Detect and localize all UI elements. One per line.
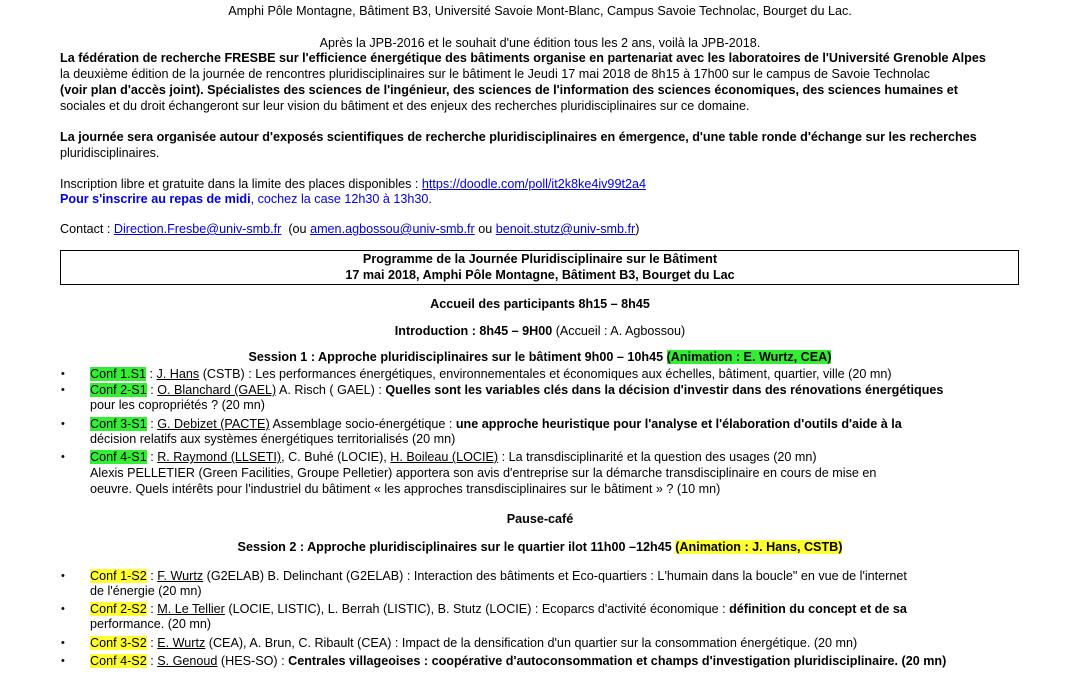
conf-sep: : bbox=[146, 602, 158, 616]
session2-conf2 bbox=[90, 602, 907, 617]
conf-title: Centrales villageoises : coopérative d'autoconsommation et champs d'investigation pluridisciplinaire. (20 mn) bbox=[288, 654, 947, 668]
session1-conf2-line2: pour les copropriétés ? (20 mn) bbox=[90, 398, 265, 412]
conf-tag: Conf 1.S1 bbox=[90, 367, 147, 381]
conf-speaker: G. Debizet (PACTE) bbox=[157, 417, 270, 431]
intro-p2-line-2: pluridisciplinaires. bbox=[60, 146, 160, 160]
introduction-time: Introduction : 8h45 – 9H00 bbox=[394, 324, 553, 338]
conf-text: Assemblage socio-énergétique : bbox=[269, 417, 456, 431]
bullet-icon: • bbox=[61, 451, 65, 463]
conf-sep: : bbox=[146, 417, 158, 431]
bullet-icon: • bbox=[61, 655, 65, 667]
intro-line-1: Après la JPB-2016 et le souhait d'une édition tous les 2 ans, voilà la JPB-2018. bbox=[319, 36, 761, 50]
programme-subtitle: 17 mai 2018, Amphi Pôle Montagne, Bâtiment B3, Bourget du Lac bbox=[345, 268, 735, 282]
conf-tag: Conf 3-S1 bbox=[90, 417, 147, 431]
conf-text: (LOCIE, LISTIC), L. Berrah (LISTIC), B. Stutz (LOCIE) : Ecoparcs d'activité économique : bbox=[224, 602, 730, 616]
conf-speaker: M. Le Tellier bbox=[157, 602, 225, 616]
bullet-icon: • bbox=[61, 368, 65, 380]
conf-title: définition du concept et de sa bbox=[729, 602, 907, 616]
welcome-line: Accueil des participants 8h15 – 8h45 bbox=[430, 297, 650, 311]
session2-conf2-line2: performance. (20 mn) bbox=[90, 617, 212, 631]
contact-email-direction[interactable]: Direction.Fresbe@univ-smb.fr bbox=[113, 222, 282, 236]
session2-conf4 bbox=[90, 654, 946, 669]
session2-title-text: Session 2 : Approche pluridisciplinaires sur le quartier ilot 11h00 –12h45 bbox=[237, 540, 676, 554]
doodle-link[interactable]: https://doodle.com/poll/it2k8ke4iv99t2a4 bbox=[421, 177, 646, 191]
session1-conf3-line2: décision relatifs aux systèmes énergétiques territorialisés (20 mn) bbox=[90, 432, 456, 446]
intro-line-3: la deuxième édition de la journée de rencontres pluridisciplinaires sur le bâtiment le Jeudi 17 mai 2018 de 8h15 à 17h00 sur le campus de Savoie Technolac bbox=[60, 67, 930, 81]
conf-title: Quelles sont les variables clés dans la décision d'investir dans des rénovations énergétiques bbox=[385, 383, 944, 397]
conf-speaker: O. Blanchard (GAEL) bbox=[157, 383, 277, 397]
conf-sep: : bbox=[146, 636, 158, 650]
conf-speaker: F. Wurtz bbox=[157, 569, 204, 583]
conf-tag: Conf 4-S1 bbox=[90, 450, 147, 464]
conf-sep: : bbox=[146, 367, 157, 381]
introduction-line bbox=[0, 324, 1080, 339]
lunch-rest: , cochez la case 12h30 à 13h30. bbox=[250, 192, 432, 206]
session2-conf1-line2: de l'énergie (20 mn) bbox=[90, 584, 202, 598]
session1-conf4-line2: Alexis PELLETIER (Green Facilities, Groupe Pelletier) apportera son avis d'entreprise sur la démarche transdisciplinaire en cours de mise en bbox=[90, 466, 877, 480]
contact-email-stutz[interactable]: benoit.stutz@univ-smb.fr bbox=[495, 222, 636, 236]
conf-text: : La transdisciplinarité et la question des usages (20 mn) bbox=[498, 450, 817, 464]
bullet-icon: • bbox=[61, 570, 65, 582]
lunch-bold: Pour s'inscrire au repas de midi bbox=[60, 192, 251, 206]
coffee-break: Pause-café bbox=[506, 512, 574, 526]
conf-speaker: J. Hans bbox=[156, 367, 200, 381]
contact-sep-2: ou bbox=[478, 222, 493, 236]
introduction-host: (Accueil : A. Agbossou) bbox=[552, 324, 686, 338]
venue-line: Amphi Pôle Montagne, Bâtiment B3, Université Savoie Mont-Blanc, Campus Savoie Technolac, Bourget du Lac. bbox=[228, 4, 852, 18]
bullet-icon: • bbox=[61, 418, 65, 430]
session1-conf4 bbox=[90, 450, 817, 465]
intro-line-4: (voir plan d'accès joint). Spécialistes des sciences de l'ingénieur, des sciences de l'information des sciences économiques, des sciences humaines et bbox=[60, 83, 958, 97]
session1-animation: (Animation : E. Wurtz, CEA) bbox=[666, 350, 832, 364]
contact-close: ) bbox=[635, 222, 640, 236]
conf-speaker: S. Genoud bbox=[157, 654, 218, 668]
intro-p2-line-1: La journée sera organisée autour d'exposés scientifiques de recherche pluridisciplinaires en émergence, d'une table ronde d'échange sur les recherches bbox=[60, 130, 977, 144]
bullet-icon: • bbox=[61, 637, 65, 649]
conf-sep: : bbox=[146, 569, 158, 583]
contact-line bbox=[60, 222, 639, 237]
conf-title: une approche heuristique pour l'analyse et l'élaboration d'outils d'aide à la bbox=[455, 417, 902, 431]
intro-line-5: sociales et du droit échangeront sur leur vision du bâtiment et des enjeux des recherches pluridisciplinaires sur ce domaine. bbox=[60, 99, 750, 113]
conf-tag: Conf 2-S2 bbox=[90, 602, 147, 616]
conf-speaker: E. Wurtz bbox=[157, 636, 206, 650]
conf-text: (G2ELAB) B. Delinchant (G2ELAB) : Interaction des bâtiments et Eco-quartiers : L'humain dans la boucle" en vue de l'internet bbox=[203, 569, 907, 583]
conf-tag: Conf 2-S1 bbox=[90, 383, 147, 397]
session1-conf1 bbox=[90, 367, 892, 382]
contact-sep-1: (ou bbox=[288, 222, 307, 236]
contact-email-agbossou[interactable]: amen.agbossou@univ-smb.fr bbox=[310, 222, 475, 236]
bullet-icon: • bbox=[61, 384, 65, 396]
registration-line bbox=[60, 177, 646, 192]
conf-text: (CSTB) : Les performances énergétiques, environnementales et économiques aux échelles, bâtiment, quartier, ville (20 mn) bbox=[199, 367, 892, 381]
conf-speaker: R. Raymond (LLSETI) bbox=[157, 450, 282, 464]
conf-tag: Conf 3-S2 bbox=[90, 636, 147, 650]
session1-title-text: Session 1 : Approche pluridisciplinaires sur le bâtiment 9h00 – 10h45 bbox=[248, 350, 667, 364]
contact-label: Contact : bbox=[60, 222, 111, 236]
session1-conf4-line3: oeuvre. Quels intérêts pour l'industriel du bâtiment « les approches transdisciplinaires sur le bâtiment » ? (10 mn) bbox=[90, 482, 721, 496]
registration-text: Inscription libre et gratuite dans la limite des places disponibles : bbox=[60, 177, 419, 191]
session1-title bbox=[0, 350, 1080, 365]
session2-title bbox=[0, 540, 1080, 555]
lunch-line bbox=[60, 192, 432, 207]
conf-text: (HES-SO) : bbox=[217, 654, 289, 668]
session2-conf1 bbox=[90, 569, 907, 584]
programme-title: Programme de la Journée Pluridisciplinaire sur le Bâtiment bbox=[362, 252, 718, 266]
conf-tag: Conf 4-S2 bbox=[90, 654, 147, 668]
conf-sep: : bbox=[146, 654, 158, 668]
conf-speaker-2: H. Boileau (LOCIE) bbox=[390, 450, 499, 464]
session2-animation: (Animation : J. Hans, CSTB) bbox=[675, 540, 843, 554]
session1-conf3 bbox=[90, 417, 902, 432]
session2-conf3 bbox=[90, 636, 857, 651]
conf-text: A. Risch ( GAEL) : bbox=[276, 383, 386, 397]
conf-tag: Conf 1-S2 bbox=[90, 569, 147, 583]
conf-text: (CEA), A. Brun, C. Ribault (CEA) : Impact de la densification d'un quartier sur la consommation énergétique. (20 mn) bbox=[205, 636, 858, 650]
conf-sep: : bbox=[146, 450, 158, 464]
session1-conf2 bbox=[90, 383, 943, 398]
bullet-icon: • bbox=[61, 603, 65, 615]
conf-text: , C. Buhé (LOCIE), bbox=[281, 450, 391, 464]
intro-line-2: La fédération de recherche FRESBE sur l'efficience énergétique des bâtiments organise en partenariat avec les laboratoires de l'Université Grenoble Alpes bbox=[60, 51, 986, 65]
conf-sep: : bbox=[146, 383, 158, 397]
